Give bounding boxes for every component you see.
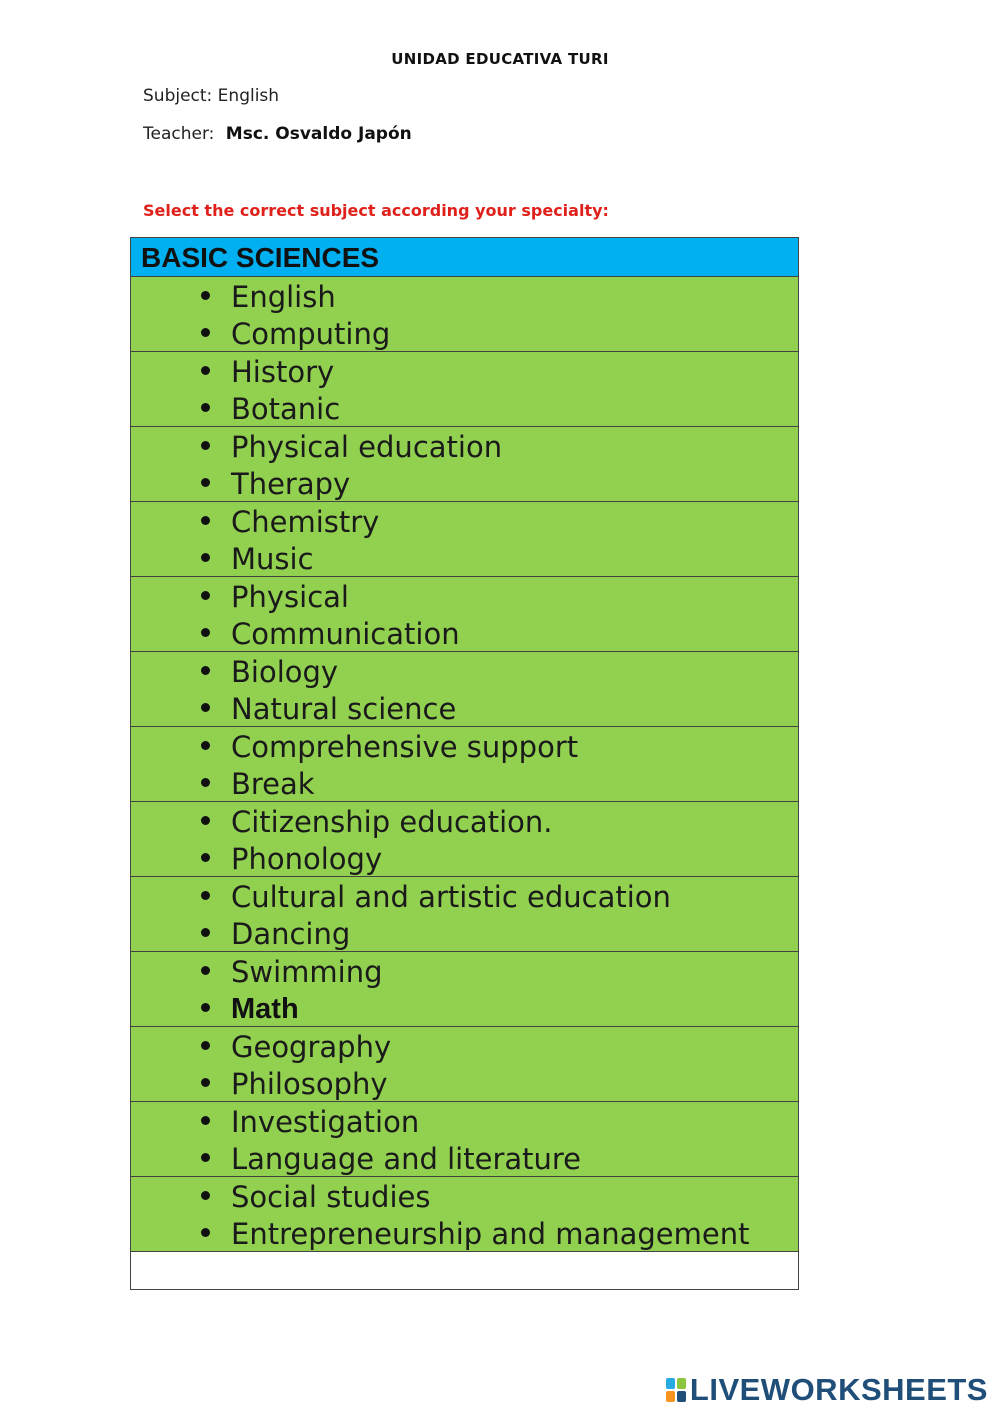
subject-item-label: Biology [231,655,339,689]
subject-item-label: Geography [231,1030,392,1064]
subject-item-label: Investigation [231,1105,420,1139]
bullet-icon [201,928,210,937]
bullet-icon [201,1153,210,1162]
school-name: UNIDAD EDUCATIVA TURI [391,50,609,68]
bullet-icon [201,703,210,712]
subject-item[interactable] [131,952,798,989]
bullet-icon [201,816,210,825]
bullet-icon [201,1191,210,1200]
subject-item[interactable] [131,1102,798,1139]
table-row [131,277,798,352]
subject-item[interactable] [131,464,798,501]
subject-item-label: Comprehensive support [231,730,579,764]
bullet-icon [201,328,210,337]
subject-item-label: Communication [231,617,460,651]
bullet-icon [201,403,210,412]
subject-item-label: Botanic [231,392,341,426]
bullet-icon [201,516,210,525]
bullet-icon [201,1228,210,1237]
subject-item-label: Natural science [231,692,457,726]
bullet-icon [201,1116,210,1125]
table-row [131,1177,798,1252]
subject-item-label: Cultural and artistic education [231,880,671,914]
subject-item[interactable] [131,1177,798,1214]
subject-item-label: Entrepreneurship and management [231,1217,750,1251]
subject-item[interactable] [131,577,798,614]
subject-item-label: Physical education [231,430,503,464]
bullet-icon [201,1041,210,1050]
subject-item[interactable] [131,839,798,876]
table-row [131,1102,798,1177]
subject-item[interactable] [131,1064,798,1101]
brand-name: LIVEWORKSHEETS [689,1372,988,1407]
teacher-line [143,124,412,144]
subject-item[interactable] [131,877,798,914]
bullet-icon [201,853,210,862]
table-header: BASIC SCIENCES [131,238,798,277]
brand-logo [666,1372,988,1408]
subjects-table [130,237,799,1290]
subject-item-label: History [231,355,335,389]
subject-item-label: Dancing [231,917,351,951]
bullet-icon [201,591,210,600]
bullet-icon [201,1078,210,1087]
subject-item-label: Swimming [231,955,383,989]
table-row [131,652,798,727]
subject-item[interactable] [131,539,798,576]
subject-item[interactable] [131,314,798,351]
table-row [131,727,798,802]
subject-item-label: Phonology [231,842,383,876]
subject-item[interactable] [131,1027,798,1064]
subject-item[interactable] [131,614,798,651]
subject-item[interactable] [131,1139,798,1176]
bullet-icon [201,741,210,750]
subject-item[interactable] [131,914,798,951]
table-row [131,427,798,502]
subject-item-label: Music [231,542,314,576]
teacher-label: Teacher: [143,124,215,144]
bullet-icon [201,966,210,975]
subject-item-label: Citizenship education. [231,805,553,839]
table-row [131,352,798,427]
subject-item[interactable] [131,277,798,314]
table-row [131,802,798,877]
subject-item-selected[interactable] [131,989,798,1026]
liveworksheets-logo-icon [666,1378,686,1402]
subject-item-label: Philosophy [231,1067,388,1101]
bullet-icon [201,778,210,787]
subject-item-label: Math [231,993,299,1025]
subject-line: Subject: English [143,86,280,106]
teacher-name: Msc. Osvaldo Japón [225,124,412,144]
subject-item[interactable] [131,652,798,689]
bullet-icon [201,441,210,450]
bullet-icon [201,628,210,637]
bullet-icon [201,478,210,487]
instruction-text: Select the correct subject according your specialty: [143,201,609,220]
subject-item[interactable] [131,802,798,839]
subject-item[interactable] [131,502,798,539]
subject-item[interactable] [131,427,798,464]
subject-item-label: Physical [231,580,349,614]
subject-item[interactable] [131,727,798,764]
subject-item[interactable] [131,352,798,389]
subject-item-label: Social studies [231,1180,431,1214]
subject-item-label: Computing [231,317,391,351]
bullet-icon [201,291,210,300]
bullet-icon [201,366,210,375]
subject-item-label: English [231,280,336,314]
table-row [131,877,798,952]
bullet-icon [201,553,210,562]
bullet-icon [201,891,210,900]
subject-item[interactable] [131,764,798,801]
subject-item-label: Therapy [231,467,351,501]
subject-item[interactable] [131,1214,798,1251]
subject-item[interactable] [131,689,798,726]
subject-item[interactable] [131,389,798,426]
table-row [131,952,798,1027]
table-row [131,577,798,652]
bullet-icon [201,1003,210,1012]
table-row [131,1027,798,1102]
subject-item-label: Chemistry [231,505,380,539]
empty-answer-row[interactable] [131,1252,798,1289]
bullet-icon [201,666,210,675]
table-row [131,502,798,577]
subject-item-label: Language and literature [231,1142,582,1176]
subject-item-label: Break [231,767,315,801]
